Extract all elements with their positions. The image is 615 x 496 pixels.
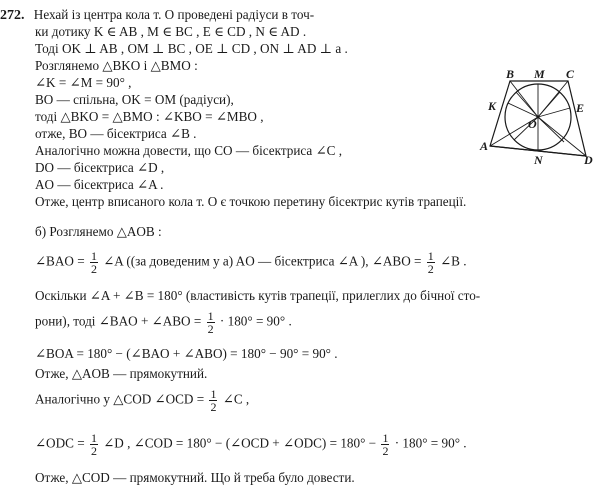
label-b: B: [506, 68, 515, 81]
fraction: [207, 310, 215, 335]
label-d: D: [584, 153, 593, 164]
center-point: [536, 115, 539, 118]
frac-den: 2: [207, 322, 214, 336]
part-b-line-4: [35, 310, 292, 335]
problem-text: Аналогічно можна довести, що CO — бісектриса ∠C ,: [35, 143, 343, 158]
fraction: [381, 432, 389, 457]
fraction: [90, 432, 98, 457]
problem-text: ∠K = ∠M = 90° ,: [35, 75, 132, 90]
frac-den: 2: [382, 444, 389, 458]
part-b-conclusion: Отже, △COD — прямокутний. Що й треба було довести.: [35, 470, 355, 485]
label-c: C: [566, 68, 575, 81]
frac-num: 1: [207, 309, 214, 323]
expr: ∠BAO =: [35, 253, 85, 269]
part-b-header: б) Розглянемо △AOB :: [35, 224, 162, 239]
label-o: O: [528, 117, 537, 131]
expr: ∠ODC =: [35, 435, 85, 451]
problem-first-line: [0, 7, 314, 24]
part-b-line-8: [35, 432, 467, 457]
frac-den: 2: [90, 444, 97, 458]
problem-text: AO — бісектриса ∠A .: [35, 177, 164, 192]
fraction: [90, 250, 98, 275]
problem-text: тоді △BKO = △BMO : ∠KBO = ∠MBO ,: [35, 109, 264, 124]
part-b-line-6: Отже, △AOB — прямокутний.: [35, 366, 208, 381]
frac-num: 1: [427, 249, 434, 263]
expr: ∠C ,: [222, 391, 250, 407]
expr: Аналогічно у △COD ∠OCD =: [35, 391, 205, 407]
frac-num: 1: [90, 431, 97, 445]
expr: ∠D , ∠COD = 180° − (∠OCD + ∠ODC) = 180° −: [103, 435, 377, 451]
fraction: [209, 388, 217, 413]
problem-text: DO — бісектриса ∠D ,: [35, 160, 165, 175]
problem-text: BO — спільна, OK = OM (радіуси),: [35, 92, 234, 107]
label-n: N: [534, 153, 543, 164]
label-k: K: [488, 99, 497, 113]
part-b-line-2: [35, 250, 467, 275]
fraction: [427, 250, 435, 275]
frac-num: 1: [382, 431, 389, 445]
label-m: M: [534, 68, 545, 81]
problem-text: Тоді OK ⊥ AB , OM ⊥ BC , OE ⊥ CD , ON ⊥ AD ⊥ a .: [35, 41, 348, 56]
trapezoid-figure: [478, 68, 596, 164]
frac-den: 2: [90, 262, 97, 276]
expr: · 180° = 90° .: [394, 435, 467, 451]
part-b-line-3: Оскільки ∠A + ∠B = 180° (властивість кутів трапеції, прилеглих до бічної сто-: [35, 288, 481, 303]
problem-conclusion: Отже, центр вписаного кола т. O є точкою перетину бісектрис кутів трапеції.: [35, 194, 467, 209]
problem-text: Нехай із центра кола т. O проведені радіуси в точ-: [33, 7, 315, 22]
label-e: E: [576, 101, 585, 115]
frac-den: 2: [427, 262, 434, 276]
frac-den: 2: [210, 400, 217, 414]
part-b-line-5: ∠BOA = 180° − (∠BAO + ∠ABO) = 180° − 90° = 90° .: [35, 346, 338, 361]
problem-text: Розглянемо △BKO і △BMO :: [35, 58, 198, 73]
problem-text: ки дотику K ∈ AB , M ∈ BC , E ∈ CD , N ∈ AD .: [35, 24, 307, 39]
expr: ∠A ((за доведеним у а) AO — бісектриса ∠A ), ∠ABO =: [103, 253, 422, 269]
label-a: A: [480, 139, 489, 153]
expr: ∠B .: [440, 253, 467, 269]
problem-text: отже, BO — бісектриса ∠B .: [35, 126, 197, 141]
frac-num: 1: [90, 249, 97, 263]
expr: рони), тоді ∠BAO + ∠ABO =: [35, 313, 202, 329]
expr: · 180° = 90° .: [219, 313, 292, 329]
frac-num: 1: [210, 387, 217, 401]
problem-number: 272.: [0, 8, 25, 23]
part-b-line-7: [35, 388, 249, 413]
